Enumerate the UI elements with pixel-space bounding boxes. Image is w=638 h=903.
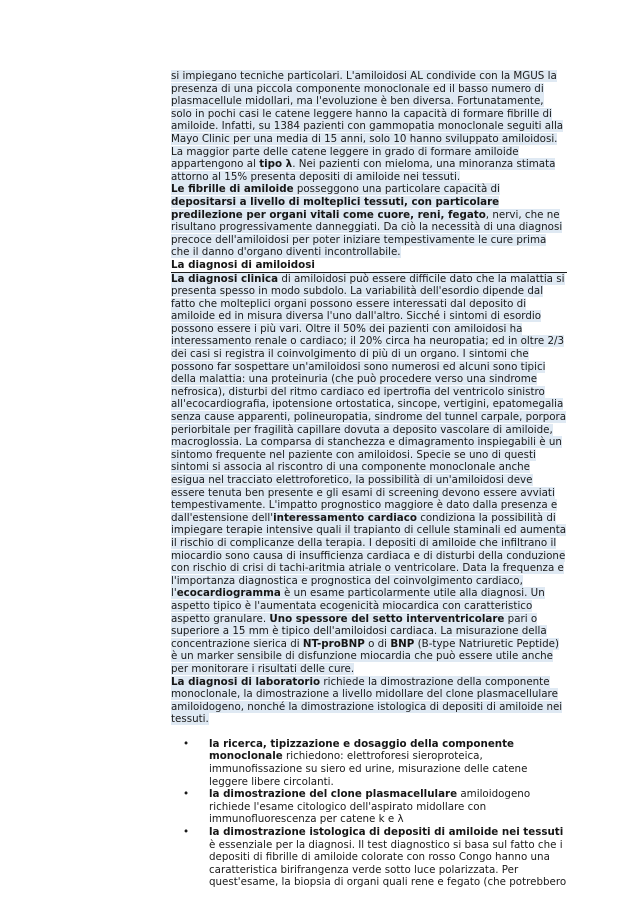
text: (B-type Natriuretic Peptide) è un marker sensibile di disfunzione miocardia che può essere utile anche per monitorare i risultati delle cure. [171, 637, 560, 675]
list-item [171, 826, 567, 889]
text: richiedono: elettroforesi sieroproteica, immunofissazione su siero ed urine, misurazione delle catene leggere libere circolanti. [209, 750, 528, 788]
bold-text: la dimostrazione del clone plasmacellulare [209, 788, 458, 801]
text: è un esame particolarmente utile alla diagnosi. Un aspetto tipico è l'aumentata ecogenicità miocardica con caratteristico aspetto granulare. [171, 587, 545, 625]
bullet-icon: • [183, 826, 190, 839]
bold-text: La diagnosi di laboratorio [171, 675, 321, 688]
text: amiloidogeno richiede l'esame citologico dell'aspirato midollare con immunofluorescenza per catene k e λ [209, 788, 531, 826]
bold-text: Le fibrille di amiloide [171, 183, 294, 196]
bold-text: depositarsi a livello di molteplici tessuti, con particolare predilezione per organi vitali come cuore, reni, fegato [171, 195, 500, 221]
text: si impiegano tecniche particolari. L'amiloidosi AL condivide con la MGUS la presenza di una piccola componente monoclonale ed il basso numero di plasmacellule midollari, ma l'evoluzione è ben diversa. Fortunatamente, solo in pochi casi le catene leggere hanno la capacità di formare fibrille di amiloide. Infatti, su 1384 pazienti con gammopatia monoclonale seguiti alla Mayo Clinic per una media di 15 anni, solo 10 hanno sviluppato amiloidosi. La maggior parte delle catene leggere in grado di formare amiloide appartengono al [171, 70, 564, 171]
bullet-list [171, 738, 567, 889]
list-item [171, 738, 567, 788]
bullet-icon: • [183, 737, 190, 750]
paragraph-fibrille [171, 183, 567, 259]
paragraph-diagnosi-laboratorio [171, 676, 567, 726]
bold-text: Uno spessore del setto interventricolare [269, 612, 505, 625]
text: , nervi, che ne risultano progressivamente danneggiati. Da ciò la necessità di una diagnosi precoce dell'amiloidosi per poter iniziare tempestivamente le cure prima che il danno d'organo diventi incontrollabile. [171, 208, 563, 259]
bold-text: tipo λ [259, 158, 293, 171]
text: pari o superiore a 15 mm è tipico dell'amiloidosi cardiaca. La misurazione della concentrazione sierica di [171, 612, 547, 650]
section-heading [171, 259, 567, 273]
paragraph-diagnosi-clinica [171, 273, 567, 676]
bold-text: NT-proBNP [302, 637, 365, 650]
text: di amiloidosi può essere difficile dato che la malattia si presenta spesso in modo subdolo. La variabilità dell'esordio dipende dal fatto che molteplici organi possono essere interessati dal deposito di amiloide ed in misura diversa l'uno dall'altro. Sicché i sintomi di esordio possono essere i più vari. Oltre il 50% dei pazienti con amiloidosi ha interessamento renale o cardiaco; il 20% circa ha neuropatia; ed in oltre 2/3 dei casi si registra il coinvolgimento di più di un organo. I sintomi che possono far sospettare un'amiloidosi sono numerosi ed alcuni sono tipici della malattia: una proteinuria (che può procedere verso una sindrome nefrosica), disturbi del ritmo cardiaco ed ipertrofia del ventricolo sinistro all'ecocardiografia, ipotensione ortostatica, sincope, vertigini, epatomegalia senza cause apparenti, polineuropatia, sindrome del tunnel carpale, porpora periorbitale per fragilità capillare dovuta a deposito vascolare di amiloide, macroglossia. La comparsa di stanchezza e dimagramento inspiegabili è un sintomo frequente nel paziente con amiloidosi. Specie se uno di questi sintomi si associa al riscontro di una componente monoclonale anche esigua nel tracciato elettroforetico, la possibilità di un'amiloidosi deve essere tenuta ben presente e gli esami di screening devono essere avviati tempestivamente. L'impatto prognostico maggiore è dato dalla presenza e dall'estensione dell' [171, 272, 567, 524]
text: condiziona la possibilità di impiegare terapie intensive quali il trapianto di cellule staminali ed aumenta il rischio di complicanze della terapia. I depositi di amiloide che infiltrano il miocardio sono causa di insufficienza cardiaca e di disturbi della conduzione con rischio di crisi di tachi-aritmia atriale o ventricolare. Data la frequenza e l'importanza diagnostica e prognostica del coinvolgimento cardiaco, l' [171, 511, 567, 600]
text: o di [364, 637, 391, 650]
bullet-icon: • [183, 788, 190, 801]
list-item [171, 788, 567, 826]
bold-text: la dimostrazione istologica di depositi di amiloide nei tessuti [209, 826, 564, 839]
bold-text: interessamento cardiaco [273, 511, 417, 524]
paragraph-amiloidosi-al [171, 70, 567, 183]
document-page [171, 70, 567, 889]
heading-text: La diagnosi di amiloidosi [171, 259, 567, 273]
text: posseggono una particolare capacità di [293, 183, 500, 196]
text: è essenziale per la diagnosi. Il test diagnostico si basa sul fatto che i depositi di fibrille di amiloide colorate con rosso Congo hanno una caratteristica birifrangenza verde sotto luce polarizzata. Per quest'esame, la biopsia di organi quali rene e fegato (che potrebbero [209, 838, 567, 889]
bold-text: la ricerca, tipizzazione e dosaggio della componente monoclonale [209, 737, 515, 763]
bold-text: ecocardiogramma [176, 587, 281, 600]
text: richiede la dimostrazione della componente monoclonale, la dimostrazione a livello midollare del clone plasmacellulare amiloidogeno, nonché la dimostrazione istologica di depositi di amiloide nei tessuti. [171, 675, 563, 726]
bold-text: BNP [390, 637, 415, 650]
bold-text: La diagnosi clinica [171, 272, 279, 285]
text: . Nei pazienti con mieloma, una minoranza stimata attorno al 15% presenta depositi di amiloide nei tessuti. [171, 158, 556, 183]
